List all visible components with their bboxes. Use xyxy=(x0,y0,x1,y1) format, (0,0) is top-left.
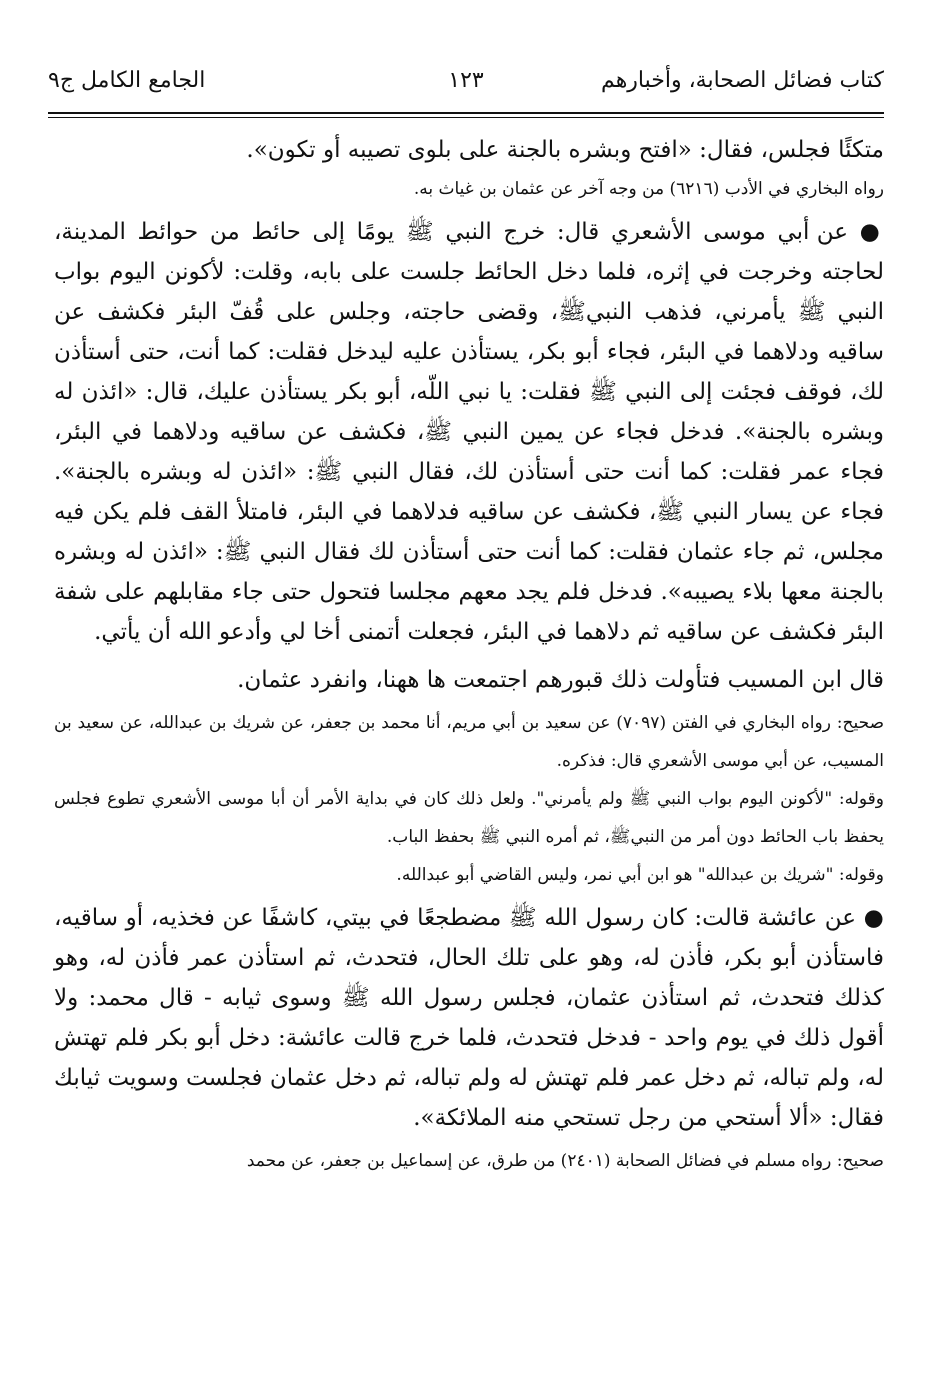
chapter-title: كتاب فضائل الصحابة، وأخبارهم xyxy=(601,68,884,93)
running-header xyxy=(48,68,884,108)
hadith-text: عن عائشة قالت: كان رسول الله ﷺ مضطجعًا في بيتي، كاشفًا عن فخذيه، أو ساقيه، فاستأذن أبو بكر، فأذن له، وهو على تلك الحال، فتحدث، ثم استأذن عمر فأذن له، وهو كذلك فتحدث، ثم استأذن عثمان، فجلس رسول الله ﷺ وسوى ثيابه - قال محمد: ولا أقول ذلك في يوم واحد - فدخل فتحدث، فلما خرج قالت عائشة: دخل أبو بكر فلم تهتش له، ولم تباله، ثم دخل عمر فلم تهتش له ولم تباله، ثم دخل عثمان فجلست وسويت ثيابك فقال: «ألا أستحي من رجل تستحي منه الملائكة». xyxy=(53,905,884,1131)
paragraph-continuation: متكئًا فجلس، فقال: «افتح وبشره بالجنة على بلوى تصيبه أو تكون». xyxy=(246,137,884,163)
authentication-note: صحيح: رواه مسلم في فضائل الصحابة (٢٤٠١) من طرق، عن إسماعيل بن جعفر، عن محمد xyxy=(246,1151,884,1171)
page-number: ١٢٣ xyxy=(448,68,484,93)
authentication-note: صحيح: رواه البخاري في الفتن (٧٠٩٧) عن سعيد بن أبي مريم، أنا محمد بن جعفر، عن شريك بن عبدالله، عن سعيد بن المسيب، عن أبي موسى الأشعري قال: فذكره. xyxy=(54,713,885,771)
narrator-note: وقوله: "شريك بن عبدالله" هو ابن أبي نمر، وليس القاضي أبو عبدالله. xyxy=(396,865,884,885)
header-rule-thick xyxy=(48,112,884,114)
hadith-aisha xyxy=(54,898,884,1138)
commentary-note: وقوله: "لأكونن اليوم بواب النبي ﷺ ولم يأمرني". ولعل ذلك كان في بداية الأمر أن أبا موسى الأشعري تطوع فجلس يحفظ باب الحائط دون أمر من النبيﷺ، ثم أمره النبي ﷺ بحفظ الباب. xyxy=(54,789,884,847)
bullet-icon: ● xyxy=(859,218,885,245)
page-body xyxy=(54,130,884,1180)
source-note: رواه البخاري في الأدب (٦٢١٦) من وجه آخر عن عثمان بن غياث به. xyxy=(413,179,884,199)
hadith-abu-musa xyxy=(54,212,884,652)
book-title: الجامع الكامل ج٩ xyxy=(48,68,206,93)
ibn-musayyib-comment: قال ابن المسيب فتأولت ذلك قبورهم اجتمعت ها ههنا، وانفرد عثمان. xyxy=(237,667,884,693)
header-rule-thin xyxy=(48,117,884,118)
bullet-icon: ● xyxy=(863,904,885,931)
hadith-text: عن أبي موسى الأشعري قال: خرج النبي ﷺ يومًا إلى حائط من حوائط المدينة، لحاجته وخرجت في إثره، فلما دخل الحائط جلست على بابه، وقلت: لأكونن اليوم بواب النبي ﷺ يأمرني، فذهب النبيﷺ، وقضى حاجته، وجلس على قُفّ البئر فكشف عن ساقيه ودلاهما في البئر، فجاء أبو بكر، يستأذن عليه ليدخل فقلت: كما أنت، حتى أستأذن لك، فوقف فجئت إلى النبي ﷺ فقلت: يا نبي اللّه، أبو بكر يستأذن عليك، قال: «ائذن له وبشره بالجنة». فدخل فجاء عن يمين النبي ﷺ، فكشف عن ساقيه ودلاهما في البئر، فجاء عمر فقلت: كما أنت حتى أستأذن لك، فقال النبي ﷺ: «ائذن له وبشره بالجنة». فجاء عن يسار النبي ﷺ، فكشف عن ساقيه فدلاهما في البئر، فامتلأ القف فلم يكن فيه مجلس، ثم جاء عثمان فقلت: كما أنت حتى أستأذن لك فقال النبي ﷺ: «ائذن له وبشره بالجنة معها بلاء يصيبه». فدخل فلم يجد معهم مجلسا فتحول حتى جاء مقابلهم على شفة البئر فكشف عن ساقيه ثم دلاهما في البئر، فجعلت أتمنى أخا لي وأدعو الله أن يأتي. xyxy=(54,219,885,645)
